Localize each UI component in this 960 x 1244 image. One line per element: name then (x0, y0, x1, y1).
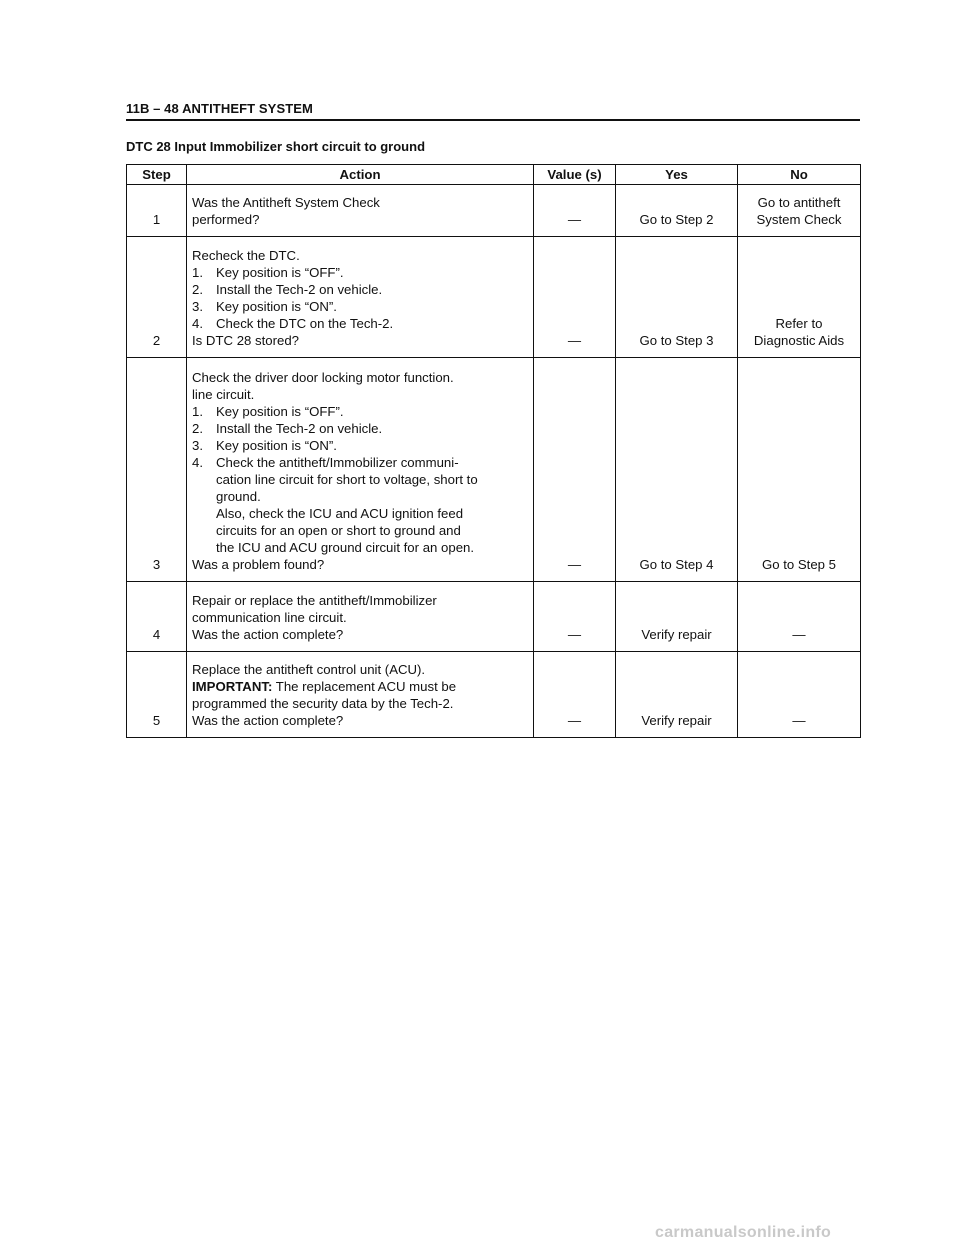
important-label: IMPORTANT: (192, 679, 273, 694)
yes-cell: Go to Step 4 (616, 358, 738, 582)
no-cell: Go to antitheft System Check (738, 185, 861, 237)
yes-cell: Go to Step 3 (616, 237, 738, 358)
table-header-row (127, 165, 861, 185)
col-header-no: No (738, 165, 861, 185)
action-cell: Replace the antitheft control unit (ACU). IMPORTANT: The replacement ACU must be programmed the security data by the Tech-2. Was the action complete? (187, 652, 534, 738)
action-cell: Was the Antitheft System Check performed? (187, 185, 534, 237)
no-cell: Go to Step 5 (738, 358, 861, 582)
value-cell: — (534, 237, 616, 358)
yes-cell: Go to Step 2 (616, 185, 738, 237)
no-cell: Refer to Diagnostic Aids (738, 237, 861, 358)
value-cell: — (534, 582, 616, 652)
table-row (127, 652, 861, 738)
col-header-action: Action (187, 165, 534, 185)
value-cell: — (534, 358, 616, 582)
yes-cell: Verify repair (616, 582, 738, 652)
step-number: 1 (127, 185, 187, 237)
action-cell: Repair or replace the antitheft/Immobilizer communication line circuit. Was the action complete? (187, 582, 534, 652)
table-row (127, 237, 861, 358)
value-cell: — (534, 652, 616, 738)
diagnostic-table (126, 164, 861, 738)
watermark-text: carmanualsonline.info (655, 1224, 832, 1241)
no-cell: — (738, 582, 861, 652)
step-number: 3 (127, 358, 187, 582)
action-cell: Recheck the DTC. 1. Key position is “OFF”. 2. Install the Tech-2 on vehicle. 3. Key position is “ON”. 4. Check the DTC on the Tech-2. Is DTC 28 stored? (187, 237, 534, 358)
table-row (127, 185, 861, 237)
dtc-title: DTC 28 Input Immobilizer short circuit to ground (126, 139, 426, 154)
col-header-step: Step (127, 165, 187, 185)
step-number: 2 (127, 237, 187, 358)
col-header-yes: Yes (616, 165, 738, 185)
table-row (127, 582, 861, 652)
col-header-value: Value (s) (534, 165, 616, 185)
action-cell: Check the driver door locking motor function. line circuit. 1. Key position is “OFF”. 2. Install the Tech-2 on vehicle. 3. Key position is “ON”. 4. Check the antitheft/Immobilizer communi- cation line circuit for short to voltage, short to ground. Also, check the ICU and ACU ignition feed circuits for an open or short to ground and the ICU and ACU ground circuit for an open. Was a problem found? (187, 358, 534, 582)
value-cell: — (534, 185, 616, 237)
page-header: 11B – 48 ANTITHEFT SYSTEM (126, 101, 860, 121)
yes-cell: Verify repair (616, 652, 738, 738)
step-number: 5 (127, 652, 187, 738)
no-cell: — (738, 652, 861, 738)
step-number: 4 (127, 582, 187, 652)
table-row (127, 358, 861, 582)
